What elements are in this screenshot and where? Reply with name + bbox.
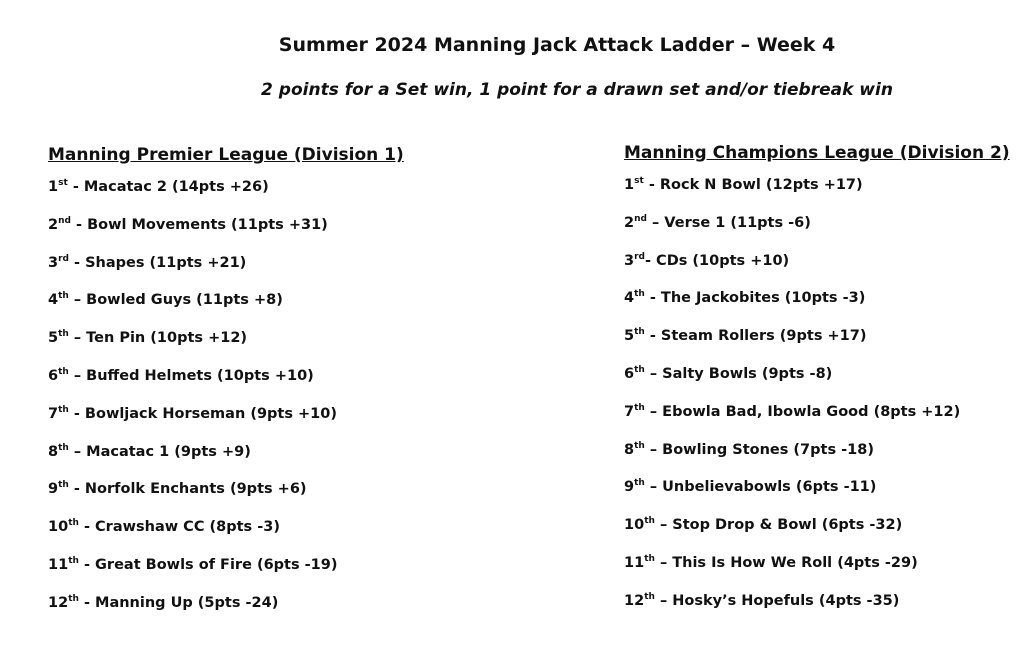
team-result: – Ebowla Bad, Ibowla Good (8pts +12) [644, 403, 961, 420]
rank-suffix: th [58, 291, 69, 302]
rank-number: 5 [624, 328, 635, 345]
rank-number: 6 [48, 367, 59, 384]
rank-suffix: th [634, 440, 645, 451]
team-result: - Rock N Bowl (12pts +17) [643, 177, 863, 193]
rank-suffix: rd [634, 251, 645, 262]
standing-entry [48, 366, 404, 404]
team-result: - Macatac 2 (14pts +26) [67, 179, 269, 195]
rank-suffix: rd [58, 253, 69, 264]
rank-suffix: th [644, 553, 655, 564]
standings-list [624, 175, 1010, 629]
rank-number: 4 [624, 290, 635, 307]
rank-suffix: th [58, 366, 69, 377]
team-result: - The Jackobites (10pts -3) [644, 290, 866, 307]
rank-suffix: th [58, 329, 69, 340]
team-result: – Unbelievabowls (6pts -11) [644, 479, 877, 496]
rank-suffix: th [58, 404, 69, 415]
rank-suffix: st [634, 176, 644, 186]
rank-number: 2 [48, 216, 59, 233]
rank-suffix: th [68, 518, 79, 529]
rank-number: 5 [48, 330, 59, 347]
standing-entry [624, 213, 1010, 251]
rank-suffix: th [644, 516, 655, 527]
standings-list [48, 177, 404, 631]
rank-number: 8 [48, 443, 59, 460]
team-result: – Bowled Guys (11pts +8) [68, 292, 283, 309]
rank-suffix: th [58, 442, 69, 453]
standing-entry [624, 326, 1010, 364]
standing-entry [624, 591, 1010, 629]
division-heading: Manning Premier League (Division 1) [48, 145, 404, 165]
team-result: - Bowljack Horseman (9pts +10) [68, 405, 337, 422]
standing-entry [48, 593, 404, 631]
standing-entry [624, 553, 1010, 591]
rank-number: 8 [624, 441, 635, 458]
rank-number: 3 [48, 254, 59, 271]
rank-suffix: nd [58, 215, 71, 226]
standing-entry [624, 402, 1010, 440]
rank-number: 9 [48, 481, 59, 498]
team-result: – Verse 1 (11pts -6) [646, 214, 811, 231]
rank-number: 7 [48, 405, 59, 422]
rank-number: 3 [624, 252, 635, 269]
rank-number: 10 [48, 519, 69, 536]
page-title: Summer 2024 Manning Jack Attack Ladder – Week 4 [278, 34, 836, 56]
rank-suffix: th [634, 327, 645, 338]
team-result: – Bowling Stones (7pts -18) [644, 441, 874, 458]
team-result: – Buffed Helmets (10pts +10) [68, 367, 314, 384]
standing-entry [624, 175, 1010, 213]
rank-number: 7 [624, 403, 635, 420]
standing-entry [48, 479, 404, 517]
rank-number: 9 [624, 479, 635, 496]
standing-entry [48, 442, 404, 480]
rank-number: 11 [624, 554, 645, 571]
rank-suffix: th [644, 591, 655, 602]
standing-entry [624, 515, 1010, 553]
standing-entry [48, 253, 404, 291]
standing-entry [48, 555, 404, 593]
standing-entry [48, 328, 404, 366]
rank-number: 6 [624, 365, 635, 382]
team-result: - Crawshaw CC (8pts -3) [78, 519, 280, 536]
standing-entry [624, 288, 1010, 326]
team-result: - Great Bowls of Fire (6pts -19) [78, 556, 338, 573]
team-result: – Stop Drop & Bowl (6pts -32) [654, 517, 903, 534]
rank-number: 10 [624, 517, 645, 534]
team-result: - Manning Up (5pts -24) [78, 594, 279, 611]
team-result: – Hosky’s Hopefuls (4pts -35) [654, 592, 900, 609]
division-1 [48, 145, 404, 631]
team-result: - Steam Rollers (9pts +17) [644, 328, 867, 345]
rank-suffix: nd [634, 213, 647, 224]
division-2 [624, 143, 1010, 629]
rank-suffix: th [68, 555, 79, 566]
standing-entry [624, 440, 1010, 478]
team-result: - Shapes (11pts +21) [68, 254, 247, 271]
rank-number: 1 [624, 177, 635, 193]
team-result: – Salty Bowls (9pts -8) [644, 365, 833, 382]
rank-number: 1 [48, 179, 59, 195]
rank-number: 2 [624, 214, 635, 231]
team-result: – Ten Pin (10pts +12) [68, 330, 248, 347]
team-result: - CDs (10pts +10) [644, 252, 790, 269]
division-heading: Manning Champions League (Division 2) [624, 143, 1010, 163]
page-subtitle: 2 points for a Set win, 1 point for a drawn set and/or tiebreak win [261, 80, 893, 100]
rank-suffix: th [634, 402, 645, 413]
rank-suffix: st [58, 178, 68, 188]
rank-suffix: th [58, 480, 69, 491]
team-result: - Norfolk Enchants (9pts +6) [68, 481, 307, 498]
standing-entry [48, 215, 404, 253]
standing-entry [48, 177, 404, 215]
team-result: - Bowl Movements (11pts +31) [70, 216, 328, 233]
rank-number: 12 [48, 594, 69, 611]
standing-entry [624, 364, 1010, 402]
standing-entry [624, 477, 1010, 515]
standing-entry [48, 290, 404, 328]
rank-number: 12 [624, 592, 645, 609]
rank-suffix: th [634, 364, 645, 375]
rank-suffix: th [634, 478, 645, 489]
rank-number: 11 [48, 556, 69, 573]
team-result: – This Is How We Roll (4pts -29) [654, 554, 918, 571]
standing-entry [624, 251, 1010, 289]
rank-number: 4 [48, 292, 59, 309]
rank-suffix: th [68, 593, 79, 604]
rank-suffix: th [634, 289, 645, 300]
team-result: – Macatac 1 (9pts +9) [68, 443, 251, 460]
standing-entry [48, 517, 404, 555]
standing-entry [48, 404, 404, 442]
